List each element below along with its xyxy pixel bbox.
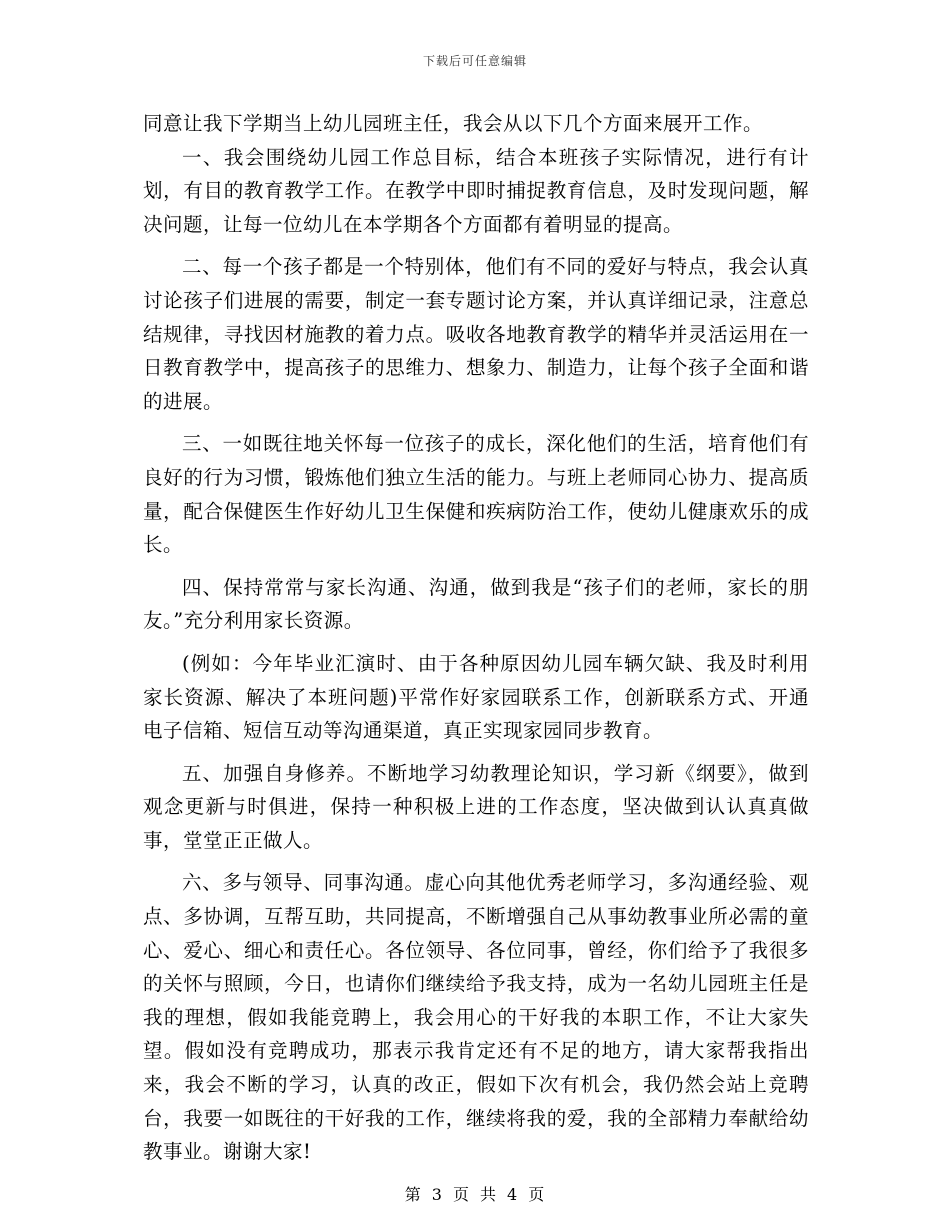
footer-total-prefix: 共 xyxy=(480,1185,498,1204)
footer-page-prefix: 第 xyxy=(404,1185,422,1204)
page-footer xyxy=(0,1182,950,1205)
paragraph-point-2: 二、每一个孩子都是一个特别体，他们有不同的爱好与特点，我会认真讨论孩子们进展的需要，制定一套专题讨论方案，并认真详细记录，注意总结规律，寻找因材施教的着力点。吸收各地教育教学的精华并灵活运用在一日教育教学中，提高孩子的思维力、想象力、制造力，让每个孩子全面和谐的进展。 xyxy=(143,255,809,413)
paragraph-example: (例如：今年毕业汇演时、由于各种原因幼儿园车辆欠缺、我及时利用家长资源、解决了本班问题)平常作好家园联系工作，创新联系方式、开通电子信箱、短信互动等沟通渠道，真正实现家园同步教育。 xyxy=(143,651,809,743)
document-body xyxy=(143,107,809,1169)
footer-current-page: 3 xyxy=(431,1185,443,1204)
paragraph-point-1: 一、我会围绕幼儿园工作总目标，结合本班孩子实际情况，进行有计划，有目的教育教学工作。在教学中即时捕捉教育信息，及时发现问题，解决问题，让每一位幼儿在本学期各个方面都有着明显的提高。 xyxy=(143,145,809,236)
paragraph-point-5: 五、加强自身修养。不断地学习幼教理论知识，学习新《纲要》，做到观念更新与时俱进，保持一种积极上进的工作态度，坚决做到认认真真做事，堂堂正正做人。 xyxy=(143,761,809,852)
paragraph-intro: 同意让我下学期当上幼儿园班主任，我会从以下几个方面来展开工作。 xyxy=(143,112,764,135)
footer-total-pages: 4 xyxy=(507,1185,519,1204)
paragraph-point-6: 六、多与领导、同事沟通。虚心向其他优秀老师学习，多沟通经验、观点、多协调，互帮互助，共同提高，不断增强自己从事幼教事业所必需的童心、爱心、细心和责任心。各位领导、各位同事，曾经，你们给予了我很多的关怀与照顾，今日，也请你们继续给予我支持，成为一名幼儿园班主任是我的理想，假如我能竞聘上，我会用心的干好我的本职工作，不让大家失望。假如没有竞聘成功，那表示我肯定还有不足的地方，请大家帮我指出来，我会不断的学习，认真的改正，假如下次有机会，我仍然会站上竞聘台，我要一如既往的干好我的工作，继续将我的爱，我的全部精力奉献给幼教事业。谢谢大家! xyxy=(143,871,809,1164)
footer-page-suffix: 页 xyxy=(528,1185,546,1204)
header-note: 下载后可任意编辑 xyxy=(422,54,527,68)
footer-page-mid: 页 xyxy=(452,1185,470,1204)
paragraph-point-3: 三、一如既往地关怀每一位孩子的成长，深化他们的生活，培育他们有良好的行为习惯，锻炼他们独立生活的能力。与班上老师同心协力、提高质量，配合保健医生作好幼儿卫生保健和疾病防治工作，使幼儿健康欢乐的成长。 xyxy=(143,432,809,557)
paragraph-point-4: 四、保持常常与家长沟通、沟通，做到我是“孩子们的老师，家长的朋友。”充分利用家长资源。 xyxy=(143,575,809,633)
